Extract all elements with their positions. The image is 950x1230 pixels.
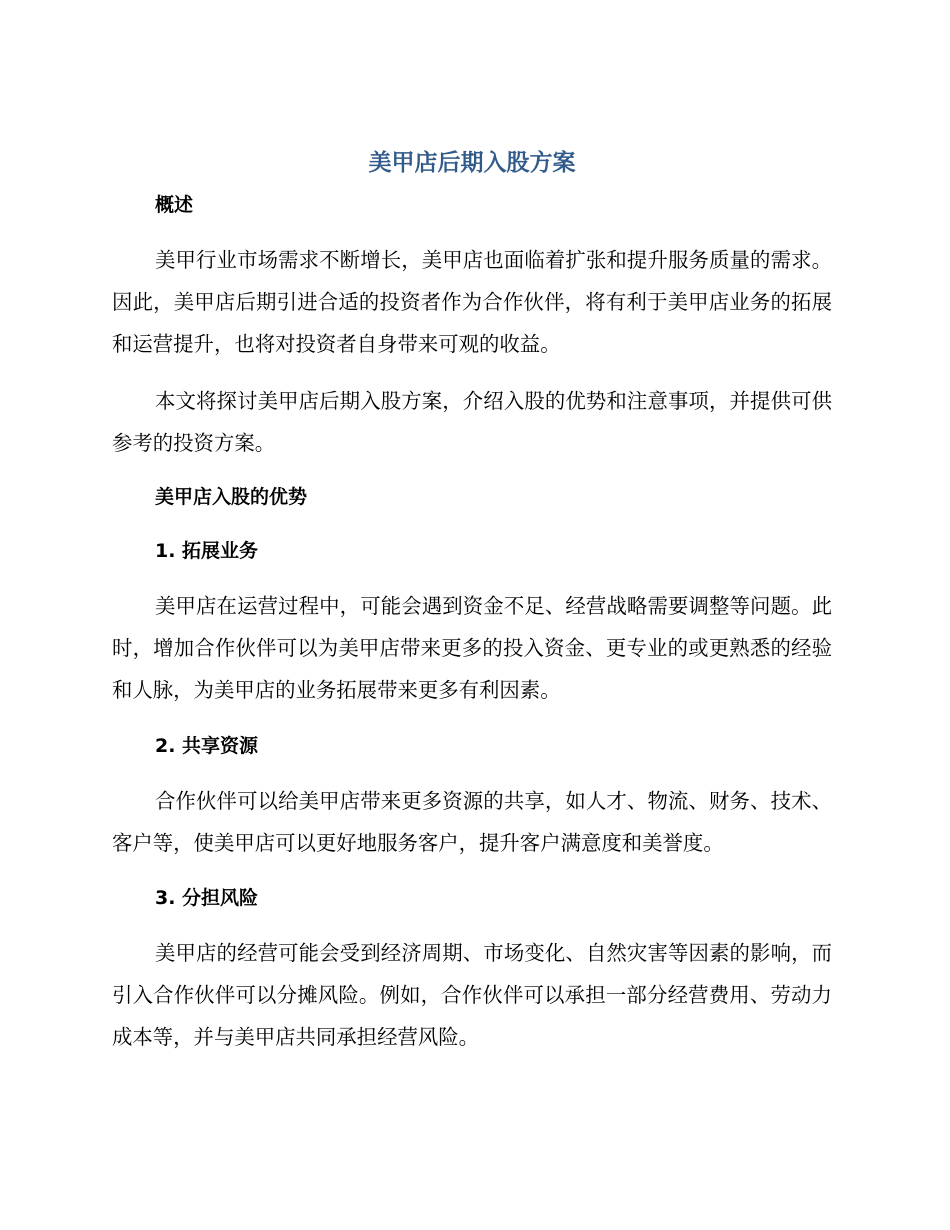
paragraph-share-resources: 合作伙伴可以给美甲店带来更多资源的共享，如人才、物流、财务、技术、客户等，使美甲店可以更好地服务客户，提升客户满意度和美誉度。 xyxy=(112,789,832,855)
subheading-expand-business: 1. 拓展业务 xyxy=(155,540,259,562)
subheading-share-resources: 2. 共享资源 xyxy=(155,735,259,757)
paragraph-share-risk: 美甲店的经营可能会受到经济周期、市场变化、自然灾害等因素的影响，而引入合作伙伴可以分摊风险。例如，合作伙伴可以承担一部分经营费用、劳动力成本等，并与美甲店共同承担经营风险。 xyxy=(112,941,832,1049)
subheading-share-risk: 3. 分担风险 xyxy=(155,887,259,909)
section-heading-overview: 概述 xyxy=(155,194,194,216)
paragraph-expand-business: 美甲店在运营过程中，可能会遇到资金不足、经营战略需要调整等问题。此时，增加合作伙伴可以为美甲店带来更多的投入资金、更专业的或更熟悉的经验和人脉，为美甲店的业务拓展带来更多有利因素。 xyxy=(112,594,832,702)
section-heading-advantages: 美甲店入股的优势 xyxy=(155,486,308,508)
paragraph-overview-2: 本文将探讨美甲店后期入股方案，介绍入股的优势和注意事项，并提供可供参考的投资方案。 xyxy=(112,389,832,455)
paragraph-overview-1: 美甲行业市场需求不断增长，美甲店也面临着扩张和提升服务质量的需求。因此，美甲店后期引进合适的投资者作为合作伙伴，将有利于美甲店业务的拓展和运营提升，也将对投资者自身带来可观的收益。 xyxy=(112,248,832,356)
document-title: 美甲店后期入股方案 xyxy=(368,150,576,176)
